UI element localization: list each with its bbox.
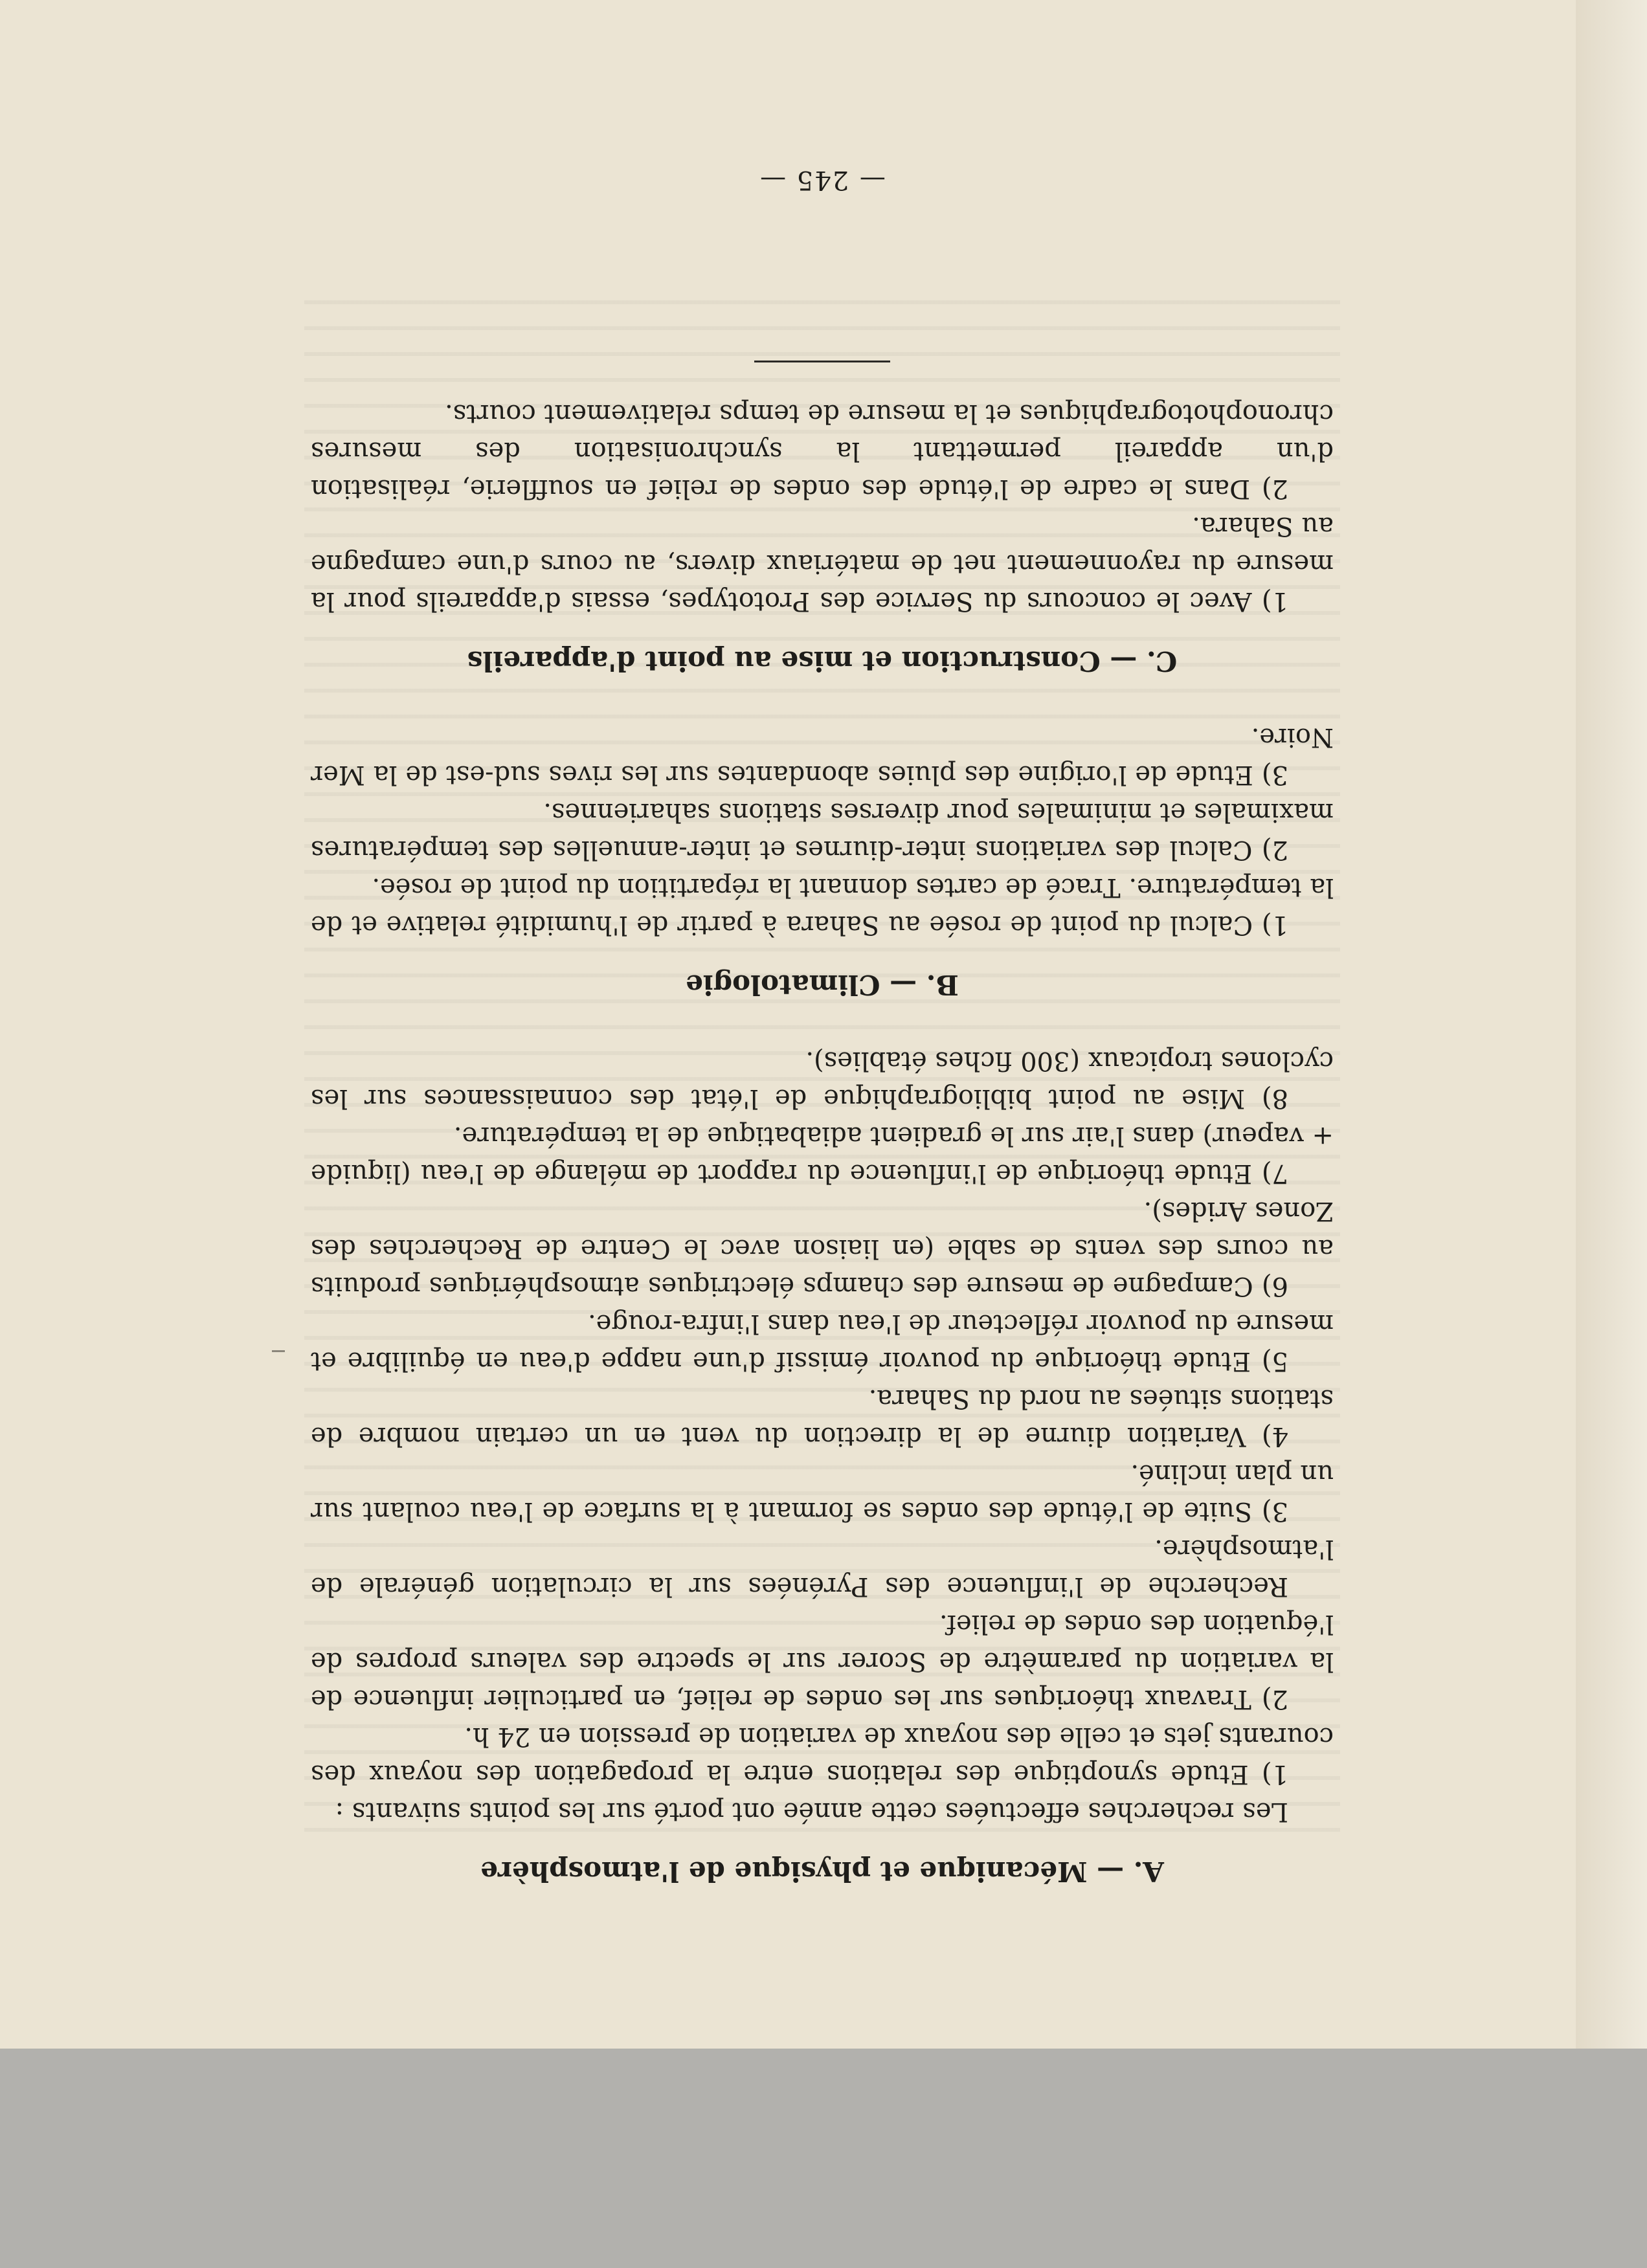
list-item: 1) Etude synoptique des relations entre la propagation des noyaux des courants jets et celle des noyaux de variation de pression en 24 h. bbox=[311, 1722, 1334, 1789]
list-item: 7) Etude théorique de l'influence du rapport de mélange de l'eau (liquide + vapeur) dans l'air sur le gradient adiabatique de la température. bbox=[311, 1121, 1334, 1188]
list-item: 1) Avec le concours du Service des Prototypes, essais d'appareils pour la mesure du rayonnement net de matériaux divers, au cours d'une campagne au Sahara. bbox=[311, 511, 1334, 616]
section-heading: C. — Construction et mise au point d'appareils bbox=[467, 645, 1178, 677]
list-item: 1) Calcul du point de rosée au Sahara à partir de l'humidité relative et de la température. Tracé de cartes donnant la répartition du point de rosée. bbox=[311, 873, 1334, 940]
page-content-rotated bbox=[311, 165, 1334, 1890]
section-intro: Les recherches effectuées cette année ont porté sur les points suivants : bbox=[335, 1797, 1288, 1827]
list-item: 2) Travaux théoriques sur les ondes de relief, en particulier influence de la variation du paramètre de Scorer sur le spectre des valeurs propres de l'équation des ondes de relief. bbox=[311, 1609, 1334, 1714]
section-c bbox=[311, 395, 1334, 680]
section-heading: A. — Mécanique et physique de l'atmosphère bbox=[480, 1856, 1164, 1887]
list-item: 5) Etude théorique du pouvoir émissif d'une nappe d'eau en équilibre et mesure du pouvoir réflecteur de l'eau dans l'infra-rouge. bbox=[311, 1309, 1334, 1376]
section-b bbox=[311, 718, 1334, 1003]
list-item: Recherche de l'influence des Pyrénées sur la circulation générale de l'atmosphère. bbox=[311, 1534, 1334, 1601]
list-item: 6) Campagne de mesure des champs électriques atmosphériques produits au cours des vents de sable (en liaison avec le Centre de Recherches des Zones Arides). bbox=[311, 1196, 1334, 1301]
page-edge bbox=[1576, 0, 1647, 2049]
scanner-background bbox=[0, 2049, 1647, 2268]
section-heading: B. — Climatologie bbox=[686, 969, 959, 1001]
list-item: 4) Variation diurne de la direction du vent en un certain nombre de stations situées au nord du Sahara. bbox=[311, 1384, 1334, 1451]
list-item: 8) Mise au point bibliographique de l'état des connaissances sur les cyclones tropicaux (300 fiches établies). bbox=[311, 1046, 1334, 1113]
section-divider bbox=[754, 361, 890, 362]
list-item: 3) Suite de l'étude des ondes se formant à la surface de l'eau coulant sur un plan incliné. bbox=[311, 1459, 1334, 1526]
margin-mark bbox=[272, 1350, 285, 1352]
list-item: 2) Calcul des variations inter-diurnes et inter-annuelles des températures maximales et minimales pour diverses stations sahariennes. bbox=[311, 797, 1334, 865]
list-item: 2) Dans le cadre de l'étude des ondes de relief en soufflerie, réalisation d'un appareil permettant la synchronisation des mesures chronophotographiques et la mesure de temps relativement courts. bbox=[311, 399, 1334, 504]
list-item: 3) Etude de l'origine des pluies abondantes sur les rives sud-est de la Mer Noire. bbox=[311, 722, 1334, 790]
page-number: — 245 — bbox=[759, 165, 886, 195]
section-a bbox=[311, 1042, 1334, 1890]
